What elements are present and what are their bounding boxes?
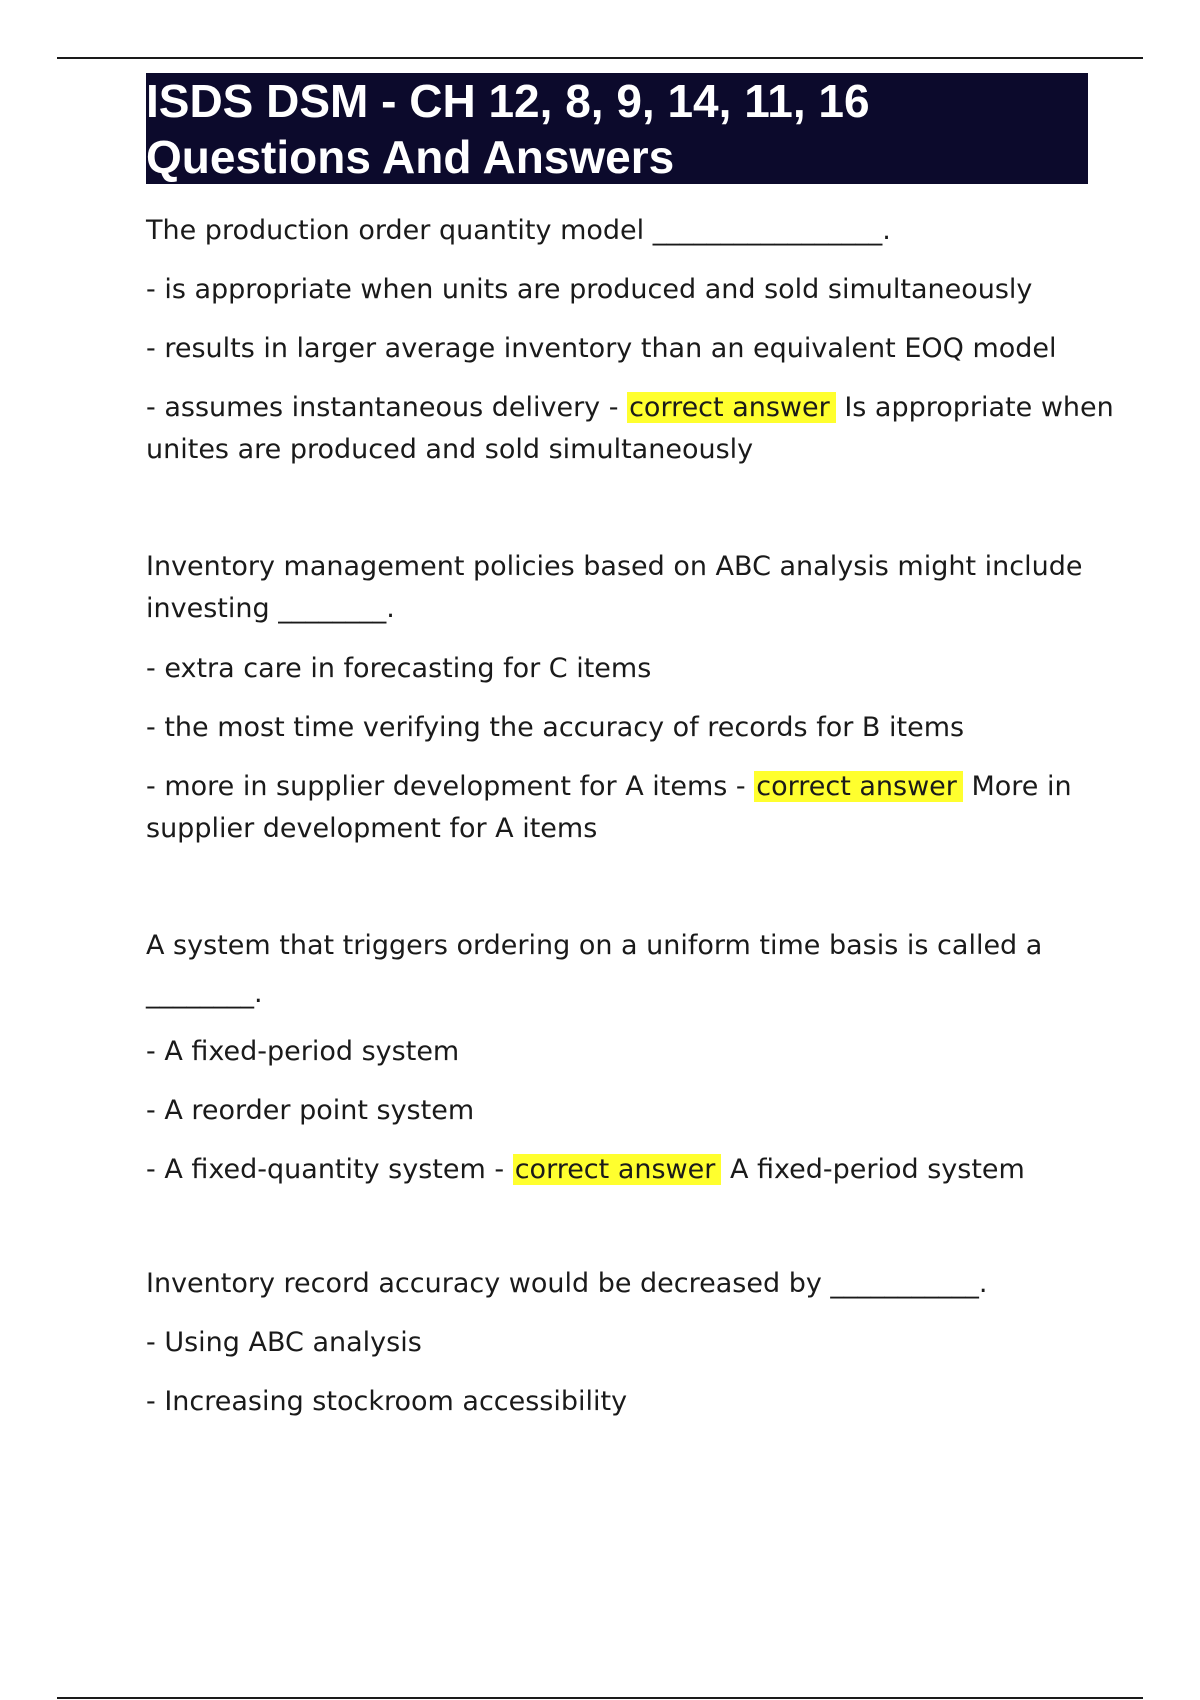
answer-text-continued: unites are produced and sold simultaneously xyxy=(146,434,754,465)
correct-answer-highlight: correct answer xyxy=(754,771,963,802)
correct-answer-highlight: correct answer xyxy=(627,392,836,423)
question-text: Inventory record accuracy would be decreased by ___________. xyxy=(146,1268,988,1299)
option-item: - Increasing stockroom accessibility xyxy=(146,1386,628,1417)
question-text: The production order quantity model _________________. xyxy=(146,215,891,246)
answer-line xyxy=(146,766,1096,808)
option-item: - assumes instantaneous delivery - xyxy=(146,392,628,423)
page-title: ISDS DSM - CH 12, 8, 9, 14, 11, 16 Questions And Answers xyxy=(146,75,870,183)
option-item: - results in larger average inventory than an equivalent EOQ model xyxy=(146,333,1057,364)
option-item: - Using ABC analysis xyxy=(146,1327,422,1358)
correct-answer-highlight: correct answer xyxy=(513,1154,722,1185)
option-item: - A reorder point system xyxy=(146,1095,475,1126)
question-text-continued: ________. xyxy=(146,978,263,1009)
question-text: Inventory management policies based on ABC analysis might include xyxy=(146,551,1083,582)
option-item: - A fixed-quantity system - xyxy=(146,1154,513,1185)
question-text-continued: investing ________. xyxy=(146,593,395,624)
top-rule xyxy=(57,57,1143,59)
option-item: - the most time verifying the accuracy of records for B items xyxy=(146,712,965,743)
answer-text: More in xyxy=(962,771,1072,802)
title-banner xyxy=(146,73,1088,184)
answer-line xyxy=(146,387,1114,429)
answer-text: A fixed-period system xyxy=(721,1154,1025,1185)
bottom-rule xyxy=(57,1697,1143,1699)
option-item: - is appropriate when units are produced and sold simultaneously xyxy=(146,274,1033,305)
answer-text: Is appropriate when xyxy=(835,392,1114,423)
answer-line xyxy=(146,1149,1096,1191)
option-item: - more in supplier development for A items - xyxy=(146,771,755,802)
question-text: A system that triggers ordering on a uniform time basis is called a xyxy=(146,930,1043,961)
option-item: - A fixed-period system xyxy=(146,1036,460,1067)
answer-text-continued: supplier development for A items xyxy=(146,813,598,844)
option-item: - extra care in forecasting for C items xyxy=(146,653,652,684)
